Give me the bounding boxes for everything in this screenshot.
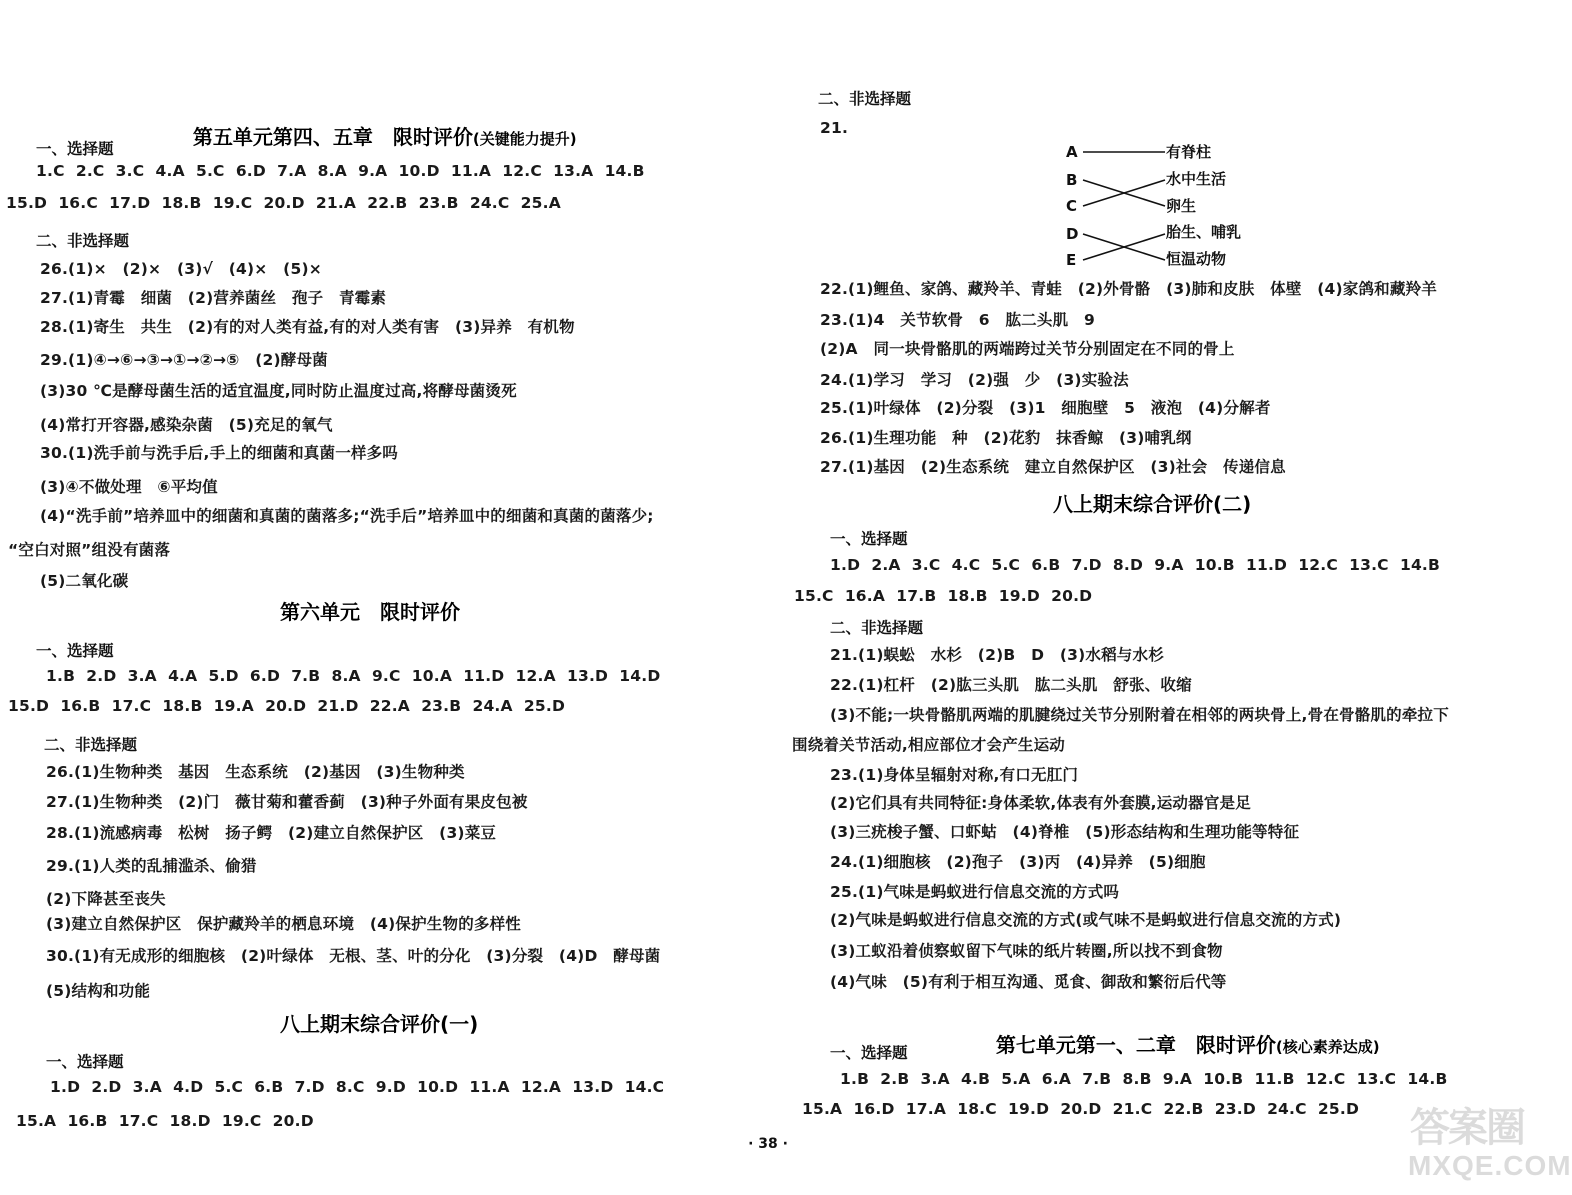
answer-line: 22.(1)杠杆 (2)肱三头肌 肱二头肌 舒张、收缩 [830,676,1192,694]
answer-line: 15.D 16.C 17.D 18.B 19.C 20.D 21.A 22.B 23.B 24.C 25.A [6,194,561,212]
answer-line: 28.(1)寄生 共生 (2)有的对人类有益,有的对人类有害 (3)异养 有机物 [40,318,575,336]
answer-line: 22.(1)鲤鱼、家鸽、藏羚羊、青蛙 (2)外骨骼 (3)肺和皮肤 体壁 (4)家鸽和藏羚羊 [820,280,1437,298]
answer-line: (2)下降甚至丧失 [46,890,166,908]
answer-line: (5)结构和功能 [46,982,151,1000]
answer-line: 25.(1)叶绿体 (2)分裂 (3)1 细胞壁 5 液泡 (4)分解者 [820,399,1271,417]
answer-line: 15.A 16.B 17.C 18.D 19.C 20.D [16,1112,314,1130]
answer-line: 15.D 16.B 17.C 18.B 19.A 20.D 21.D 22.A 23.B 24.A 25.D [8,697,566,715]
watermark-top-text: 答案圈 [1410,1104,1524,1151]
answer-line: (3)三疣梭子蟹、口虾蛄 (4)脊椎 (5)形态结构和生理功能等特征 [830,823,1300,841]
heading-choice: 一、选择题 [36,140,114,158]
answer-line: 26.(1)× (2)× (3)√ (4)× (5)× [40,260,322,278]
section-title-final-1: 八上期末综合评价(一) [280,1012,479,1036]
answer-line: (4)常打开容器,感染杂菌 (5)充足的氧气 [40,416,333,434]
match-left-a: A [1066,143,1078,161]
section-title-unit6: 第六单元 限时评价 [280,600,460,624]
answer-line: 24.(1)细胞核 (2)孢子 (3)丙 (4)异养 (5)细胞 [830,853,1206,871]
match-left-c: C [1066,197,1078,215]
section-title-main: 第五单元第四、五章 限时评价 [192,125,473,149]
answer-line: 1.C 2.C 3.C 4.A 5.C 6.D 7.A 8.A 9.A 10.D 11.A 12.C 13.A 14.B [36,162,645,180]
answer-line: 30.(1)洗手前与洗手后,手上的细菌和真菌一样多吗 [40,444,399,462]
answer-line: 15.C 16.A 17.B 18.B 19.D 20.D [794,587,1093,605]
answer-line: (5)二氧化碳 [40,572,129,590]
heading-choice: 一、选择题 [46,1053,124,1071]
answer-line: 23.(1)4 关节软骨 6 肱二头肌 9 [820,311,1095,329]
heading-nonchoice: 二、非选择题 [818,90,912,108]
match-left-b: B [1066,171,1078,189]
answer-line: 围绕着关节活动,相应部位才会产生运动 [792,736,1065,754]
page-number: · 38 · [748,1136,788,1152]
match-right-3: 卵生 [1166,197,1197,215]
match-left-e: E [1066,251,1077,269]
heading-choice: 一、选择题 [830,530,908,548]
heading-choice: 一、选择题 [36,642,114,660]
answer-line: (2)气味是蚂蚁进行信息交流的方式(或气味不是蚂蚁进行信息交流的方式) [830,911,1342,929]
answer-line: (4)气味 (5)有利于相互沟通、觅食、御敌和繁衍后代等 [830,973,1227,991]
answer-line: 15.A 16.D 17.A 18.C 19.D 20.D 21.C 22.B 23.D 24.C 25.D [802,1100,1360,1118]
watermark-logo [1400,1092,1572,1188]
section-title-final-2: 八上期末综合评价(二) [1053,492,1252,516]
section-title-main: 第七单元第一、二章 限时评价 [995,1033,1276,1057]
answer-line: 27.(1)青霉 细菌 (2)营养菌丝 孢子 青霉素 [40,289,387,307]
heading-nonchoice: 二、非选择题 [830,619,924,637]
answer-line: 30.(1)有无成形的细胞核 (2)叶绿体 无根、茎、叶的分化 (3)分裂 (4)D 酵母菌 [46,947,661,965]
answer-line: 27.(1)基因 (2)生态系统 建立自然保护区 (3)社会 传递信息 [820,458,1286,476]
answer-line: 1.B 2.D 3.A 4.A 5.D 6.D 7.B 8.A 9.C 10.A 11.D 12.A 13.D 14.D [46,667,661,685]
answer-line: 29.(1)人类的乱捕滥杀、偷猎 [46,857,257,875]
answer-line: 24.(1)学习 学习 (2)强 少 (3)实验法 [820,371,1129,389]
match-right-5: 恒温动物 [1166,250,1227,268]
match-right-2: 水中生活 [1166,170,1227,188]
answer-line: 21.(1)蜈蚣 水杉 (2)B D (3)水稻与水杉 [830,646,1164,664]
section-title-sub: (核心素养达成) [1275,1038,1380,1056]
watermark-bottom-text: MXQE.COM [1408,1150,1572,1181]
answer-line: 26.(1)生物种类 基因 生态系统 (2)基因 (3)生物种类 [46,763,465,781]
answer-line: 23.(1)身体呈辐射对称,有口无肛门 [830,766,1079,784]
answer-line: 21. [820,119,849,137]
heading-nonchoice: 二、非选择题 [44,736,138,754]
answer-line: (3)不能;一块骨骼肌两端的肌腱绕过关节分别附着在相邻的两块骨上,骨在骨骼肌的牵拉下 [830,706,1449,724]
answer-line: (4)“洗手前”培养皿中的细菌和真菌的菌落多;“洗手后”培养皿中的细菌和真菌的菌落少; [40,507,654,525]
match-right-4: 胎生、哺乳 [1166,223,1242,241]
heading-nonchoice: 二、非选择题 [36,232,130,250]
answer-line: 28.(1)流感病毒 松树 扬子鳄 (2)建立自然保护区 (3)菜豆 [46,824,497,842]
answer-line: (3)建立自然保护区 保护藏羚羊的栖息环境 (4)保护生物的多样性 [46,915,522,933]
answer-line: “空白对照”组没有菌落 [8,541,171,559]
match-left-d: D [1066,225,1079,243]
answer-line: 26.(1)生理功能 种 (2)花豹 抹香鲸 (3)哺乳纲 [820,429,1192,447]
answer-line: (3)30 ℃是酵母菌生活的适宜温度,同时防止温度过高,将酵母菌烫死 [40,382,517,400]
answer-line: (3)工蚁沿着侦察蚁留下气味的纸片转圈,所以找不到食物 [830,942,1223,960]
answer-line: 29.(1)④→⑥→③→①→②→⑤ (2)酵母菌 [40,351,328,369]
answer-line: (2)A 同一块骨骼肌的两端跨过关节分别固定在不同的骨上 [820,340,1235,358]
answer-line: 25.(1)气味是蚂蚁进行信息交流的方式吗 [830,883,1120,901]
answer-line: (3)④不做处理 ⑥平均值 [40,478,218,496]
section-title-sub: (关键能力提升) [472,130,577,148]
answer-line: 1.D 2.A 3.C 4.C 5.C 6.B 7.D 8.D 9.A 10.B 11.D 12.C 13.C 14.B [830,556,1441,574]
answer-line: 1.D 2.D 3.A 4.D 5.C 6.B 7.D 8.C 9.D 10.D 11.A 12.A 13.D 14.C [50,1078,665,1096]
answer-line: 1.B 2.B 3.A 4.B 5.A 6.A 7.B 8.B 9.A 10.B 11.B 12.C 13.C 14.B [840,1070,1448,1088]
match-right-1: 有脊柱 [1166,143,1212,161]
heading-choice: 一、选择题 [830,1044,908,1062]
answer-line: (2)它们具有共同特征:身体柔软,体表有外套膜,运动器官是足 [830,794,1251,812]
answer-line: 27.(1)生物种类 (2)门 薇甘菊和藿香蓟 (3)种子外面有果皮包被 [46,793,528,811]
